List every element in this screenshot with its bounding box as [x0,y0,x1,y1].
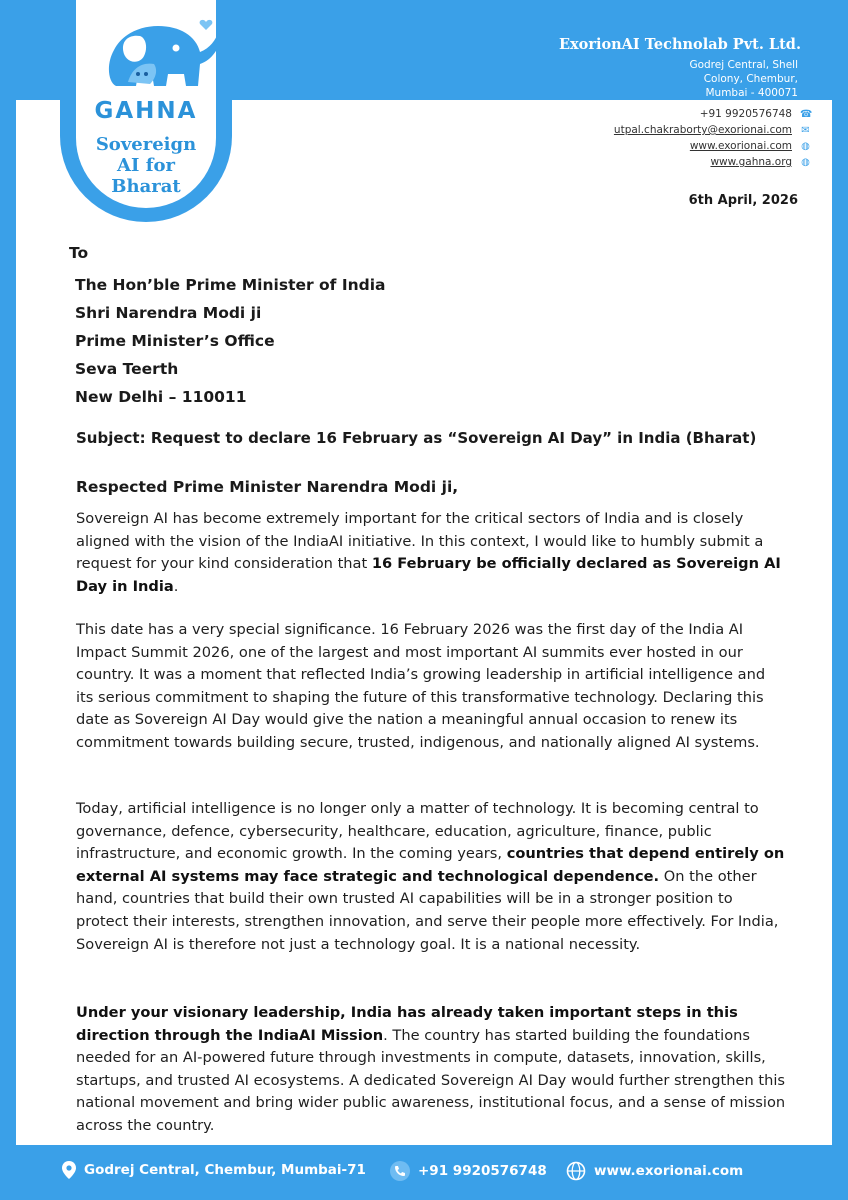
para-emphasis: countries that depend entirely on external AI systems may face strategic and technological dependence. [76,845,785,885]
addressee-line: The Hon’ble Prime Minister of India [75,276,386,294]
company-address [658,58,798,100]
globe-icon [566,1161,586,1181]
salutation: Respected Prime Minister Narendra Modi ji, [76,478,459,496]
footer-band [0,1145,848,1200]
para-text: . [173,577,179,595]
footer-website[interactable] [566,1161,743,1181]
contact-phone [700,108,811,120]
para-emphasis: Under your visionary leadership, India has already taken important steps in this direction through the IndiaAI Mission [76,1004,738,1044]
globe-icon: ◍ [801,156,810,168]
footer-website-text[interactable]: www.exorionai.com [594,1163,744,1179]
para-text: Today, artificial intelligence is no longer only a matter of technology. It is becoming central to governance, defence, cybersecurity, healthcare, education, agriculture, finance, public infrastructure, and economic growth. In the coming years, [76,800,759,863]
body-paragraph-4 [76,1002,786,1138]
footer-address [62,1161,366,1179]
logo-wordmark: GAHNA [94,98,198,124]
left-border [0,100,16,1145]
addressee-line: Seva Teerth [75,360,179,378]
contact-gahna-text[interactable]: www.gahna.org [710,156,792,168]
contact-website-text[interactable]: www.exorionai.com [689,140,792,152]
contact-website[interactable] [690,140,811,152]
globe-icon: ◍ [801,140,810,152]
tagline-line: Bharat [111,176,181,197]
subject-line: Subject: Request to declare 16 February as “Sovereign AI Day” in India (Bharat) [76,429,757,447]
tagline-line: Sovereign [95,134,197,155]
right-border [832,100,848,1145]
address-line: Mumbai - 400071 [705,87,798,99]
footer-phone-text: +91 9920576748 [418,1163,547,1179]
phone-icon: ☎ [800,108,813,120]
location-pin-icon [62,1161,76,1179]
para-text: . The country has started building the foundations needed for an AI-powered future through investments in compute, datasets, innovation, skills, startups, and trusted AI ecosystems. A dedicated Sovereign AI Day would further strengthen this national movement and bring wider public awareness, institutional focus, and a sense of mission across the country. [76,1026,786,1134]
para-text: On the other hand, countries that build their own trusted AI capabilities will be in a stronger position to protect their interests, strengthen innovation, and serve their people more effectively. For India, Sovereign AI is therefore not just a technology goal. It is a national necessity. [76,867,779,953]
body-paragraph-3 [76,798,786,956]
logo-tagline [78,134,214,197]
address-line: Colony, Chembur, [703,73,798,85]
para-text: Sovereign AI has become extremely important for the critical sectors of India and is closely aligned with the vision of the IndiaAI initiative. In this context, I would like to humbly submit a request for your kind consideration that [76,510,764,573]
contact-phone-text: +91 9920576748 [699,108,792,120]
footer-address-text: Godrej Central, Chembur, Mumbai-71 [84,1162,366,1178]
body-paragraph-2: This date has a very special significance. 16 February 2026 was the first day of the India AI Impact Summit 2026, one of the largest and most important AI summits ever hosted in our country. It was a moment that reflected India’s growing leadership in artificial intelligence and its serious commitment to shaping the future of this transformative technology. Declaring this date as Sovereign AI Day would give the nation a meaningful annual occasion to renew its commitment towards building secure, trusted, indigenous, and nationally aligned AI systems. [76,621,766,751]
letter-date: 6th April, 2026 [688,193,798,208]
company-name: ExorionAI Technolab Pvt. Ltd. [558,36,801,53]
addressee-line: Shri Narendra Modi ji [75,304,262,322]
elephant-logo-icon [88,12,238,98]
para-emphasis: 16 February be officially declared as Sovereign AI Day in India [76,555,781,595]
contact-email[interactable] [614,124,811,136]
email-icon: ✉ [801,124,810,136]
body-paragraph-1 [76,508,786,598]
phone-icon [390,1161,410,1181]
addressee-block [75,271,385,411]
footer-phone [390,1161,547,1181]
contact-email-text[interactable]: utpal.chakraborty@exorionai.com [613,124,792,136]
addressee-line: New Delhi – 110011 [75,388,247,406]
to-label: To [69,244,89,262]
tagline-line: AI for [117,155,175,176]
contact-website-gahna[interactable] [710,156,811,168]
address-line: Godrej Central, Shell [689,59,798,71]
addressee-line: Prime Minister’s Office [75,332,275,350]
